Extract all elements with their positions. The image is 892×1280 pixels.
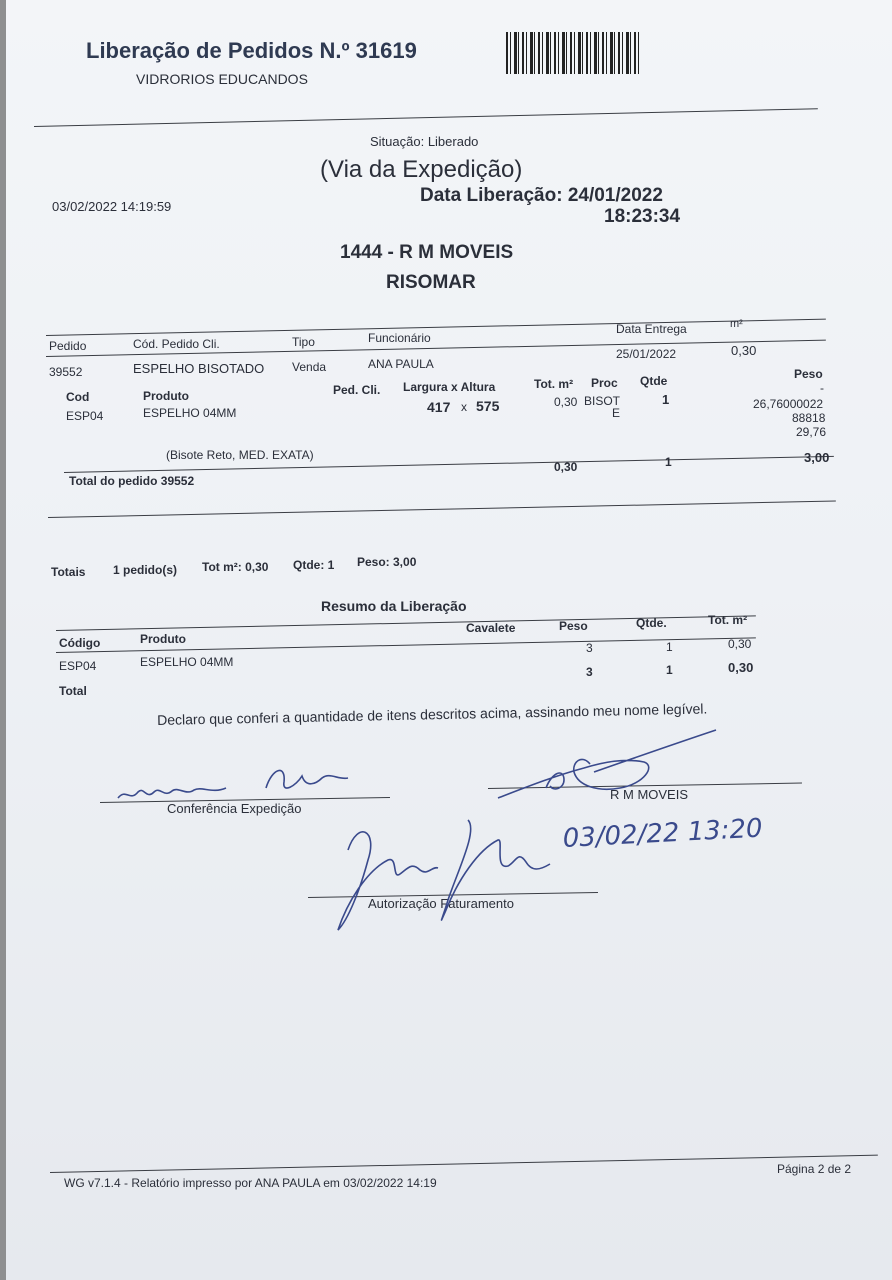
item-tot-m2: 0,30 — [554, 395, 578, 409]
item-altura: 575 — [476, 398, 500, 414]
item-peso-line3: 88818 — [792, 411, 826, 425]
order-m2: 0,30 — [731, 343, 757, 358]
company-name: VIDRORIOS EDUCANDOS — [136, 71, 308, 87]
order-tipo: Venda — [292, 360, 327, 374]
summary-row-codigo: ESP04 — [59, 659, 97, 673]
copy-label: (Via da Expedição) — [320, 156, 523, 183]
item-x: x — [461, 400, 467, 414]
authorization-label: Autorização Faturamento — [368, 896, 514, 911]
printed-document — [6, 0, 892, 1280]
summary-title: Resumo da Liberação — [321, 598, 467, 614]
totals-qtde: Qtde: 1 — [293, 558, 335, 572]
client-label: R M MOVEIS — [610, 787, 689, 802]
item-note: (Bisote Reto, MED. EXATA) — [166, 448, 314, 462]
order-header-m2: m² — [730, 318, 743, 330]
release-time: 18:23:34 — [604, 206, 681, 227]
summary-row-tot-m2: 0,30 — [728, 637, 752, 651]
summary-header-peso: Peso — [559, 619, 588, 633]
summary-row-qtde: 1 — [666, 640, 673, 654]
conference-label: Conferência Expedição — [167, 801, 302, 816]
summary-total-peso: 3 — [586, 665, 593, 679]
summary-row-peso: 3 — [586, 641, 593, 655]
summary-total-label: Total — [59, 684, 87, 698]
order-header-tipo: Tipo — [292, 335, 315, 349]
footer-page-number: Página 2 de 2 — [777, 1162, 852, 1176]
item-produto: ESPELHO 04MM — [143, 406, 237, 420]
item-proc-line2: E — [612, 406, 621, 420]
summary-total-qtde: 1 — [666, 663, 673, 677]
item-header-produto: Produto — [143, 389, 189, 403]
summary-header-cavalete: Cavalete — [466, 621, 516, 635]
order-bottom-rule — [48, 500, 836, 518]
order-total-label: Total do pedido 39552 — [69, 474, 195, 488]
summary-header-codigo: Código — [59, 636, 101, 650]
footer-rule — [50, 1155, 878, 1173]
print-datetime: 03/02/2022 14:19:59 — [52, 199, 172, 214]
client-signature — [494, 728, 724, 808]
order-pedido: 39552 — [49, 365, 83, 379]
declaration-text: Declaro que conferi a quantidade de itens descritos acima, assinando meu nome legível. — [157, 700, 708, 728]
item-header-peso: Peso — [794, 367, 823, 381]
summary-header-tot-m2: Tot. m² — [708, 613, 748, 627]
order-header-funcionario: Funcionário — [368, 331, 431, 345]
footer-printed-by: WG v7.1.4 - Relatório impresso por ANA PAULA em 03/02/2022 14:19 — [64, 1176, 437, 1190]
order-header-cod-cli: Cód. Pedido Cli. — [133, 337, 220, 351]
totals-pedidos: 1 pedido(s) — [113, 563, 178, 577]
item-largura: 417 — [427, 399, 451, 415]
release-date: Data Liberação: 24/01/2022 — [420, 185, 663, 206]
order-total-qtde: 1 — [665, 455, 672, 469]
item-header-cod: Cod — [66, 390, 90, 404]
item-peso-line1: - — [820, 381, 824, 395]
totals-label: Totais — [51, 565, 86, 579]
document-title: Liberação de Pedidos N.º 31619 — [86, 38, 417, 63]
handwritten-date: 03/02/22 13:20 — [562, 813, 764, 854]
conference-signature — [116, 758, 356, 808]
authorization-signature — [328, 810, 558, 940]
totals-peso: Peso: 3,00 — [357, 555, 417, 569]
situation-text: Situação: Liberado — [370, 134, 479, 149]
item-header-tot-m2: Tot. m² — [534, 377, 574, 391]
item-header-largura-altura: Largura x Altura — [403, 380, 496, 394]
summary-total-tot-m2: 0,30 — [728, 660, 754, 675]
header-divider — [34, 108, 818, 127]
item-header-proc: Proc — [591, 376, 618, 390]
item-header-ped-cli: Ped. Cli. — [333, 383, 381, 397]
item-proc-line1: BISOT — [584, 394, 621, 408]
order-top-rule — [46, 319, 826, 336]
order-header-data-entrega: Data Entrega — [616, 322, 687, 336]
order-total-m2: 0,30 — [554, 460, 578, 474]
summary-row-produto: ESPELHO 04MM — [140, 655, 234, 669]
order-total-peso: 3,00 — [804, 450, 830, 465]
barcode — [506, 32, 640, 74]
item-peso-line2: 26,76000022 — [753, 397, 824, 411]
summary-header-qtde: Qtde. — [636, 616, 667, 630]
order-funcionario: ANA PAULA — [368, 357, 434, 371]
totals-tot-m2: Tot m²: 0,30 — [202, 560, 269, 574]
summary-header-produto: Produto — [140, 632, 186, 646]
item-peso-line4: 29,76 — [796, 425, 827, 439]
client-name: 1444 - R M MOVEIS — [340, 242, 514, 263]
client-alias: RISOMAR — [386, 272, 476, 293]
order-data-entrega: 25/01/2022 — [616, 347, 677, 361]
item-qtde: 1 — [662, 392, 670, 407]
item-cod: ESP04 — [66, 409, 104, 423]
item-header-qtde: Qtde — [640, 374, 668, 388]
order-header-pedido: Pedido — [49, 339, 87, 353]
order-cod-cli: ESPELHO BISOTADO — [133, 361, 265, 376]
